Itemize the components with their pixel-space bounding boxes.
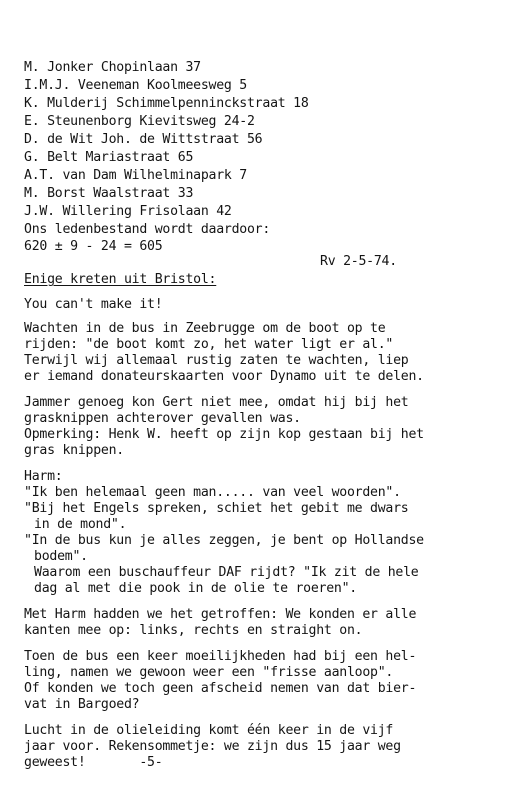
harm-label: Harm: xyxy=(24,469,63,484)
paragraph-line: jaar voor. Rekensommetje: we zijn dus 15 jaar weg xyxy=(24,739,401,754)
membership-line: Ons ledenbestand wordt daardoor: xyxy=(24,222,271,237)
quote-line: "In de bus kun je alles zeggen, je bent op Hollandse xyxy=(24,533,424,548)
paragraph-line: er iemand donateurskaarten voor Dynamo uit te delen. xyxy=(24,369,424,384)
member-line: A.T. van Dam Wilhelminapark 7 xyxy=(24,168,247,183)
section-heading: Enige kreten uit Bristol: xyxy=(24,272,217,287)
quote-line: "Ik ben helemaal geen man..... van veel woorden". xyxy=(24,485,401,500)
paragraph-line: geweest! -5- xyxy=(24,755,163,770)
member-line: K. Mulderij Schimmelpenninckstraat 18 xyxy=(24,96,309,111)
quote-line: bodem". xyxy=(34,549,88,564)
paragraph-line: ling, namen we gewoon weer een "frisse aanloop". xyxy=(24,665,394,680)
paragraph-line: rijden: "de boot komt zo, het water ligt er al." xyxy=(24,337,394,352)
member-line: M. Jonker Chopinlaan 37 xyxy=(24,60,201,75)
member-line: M. Borst Waalstraat 33 xyxy=(24,186,194,201)
member-line: I.M.J. Veeneman Koolmeesweg 5 xyxy=(24,78,247,93)
paragraph-line: Wachten in de bus in Zeebrugge om de boot op te xyxy=(24,321,386,336)
quote-line: in de mond". xyxy=(34,517,127,532)
member-line: E. Steunenborg Kievitsweg 24-2 xyxy=(24,114,255,129)
paragraph-line: grasknippen achterover gevallen was. xyxy=(24,411,301,426)
quote-line: "Bij het Engels spreken, schiet het gebit me dwars xyxy=(24,501,409,516)
paragraph-line: You can't make it! xyxy=(24,297,163,312)
paragraph-line: gras knippen. xyxy=(24,443,124,458)
member-line: G. Belt Mariastraat 65 xyxy=(24,150,194,165)
paragraph-line: kanten mee op: links, rechts en straight on. xyxy=(24,623,363,638)
paragraph-line: Terwijl wij allemaal rustig zaten te wachten, liep xyxy=(24,353,409,368)
membership-sum: 620 ± 9 - 24 = 605 xyxy=(24,239,163,254)
paragraph-line: Of konden we toch geen afscheid nemen van dat bier- xyxy=(24,681,417,696)
quote-line: dag al met die pook in de olie te roeren". xyxy=(34,581,357,596)
paragraph-line: Toen de bus een keer moeilijkheden had bij een hel- xyxy=(24,649,417,664)
paragraph-line: vat in Bargoed? xyxy=(24,697,140,712)
paragraph-line: Lucht in de olieleiding komt één keer in de vijf xyxy=(24,723,394,738)
quote-line: Waarom een buschauffeur DAF rijdt? "Ik zit de hele xyxy=(34,565,419,580)
paragraph-line: Opmerking: Henk W. heeft op zijn kop gestaan bij het xyxy=(24,427,424,442)
paragraph-line: Jammer genoeg kon Gert niet mee, omdat hij bij het xyxy=(24,395,409,410)
signature-date: Rv 2-5-74. xyxy=(320,254,397,269)
member-line: D. de Wit Joh. de Wittstraat 56 xyxy=(24,132,263,147)
member-line: J.W. Willering Frisolaan 42 xyxy=(24,204,232,219)
paragraph-line: Met Harm hadden we het getroffen: We konden er alle xyxy=(24,607,417,622)
